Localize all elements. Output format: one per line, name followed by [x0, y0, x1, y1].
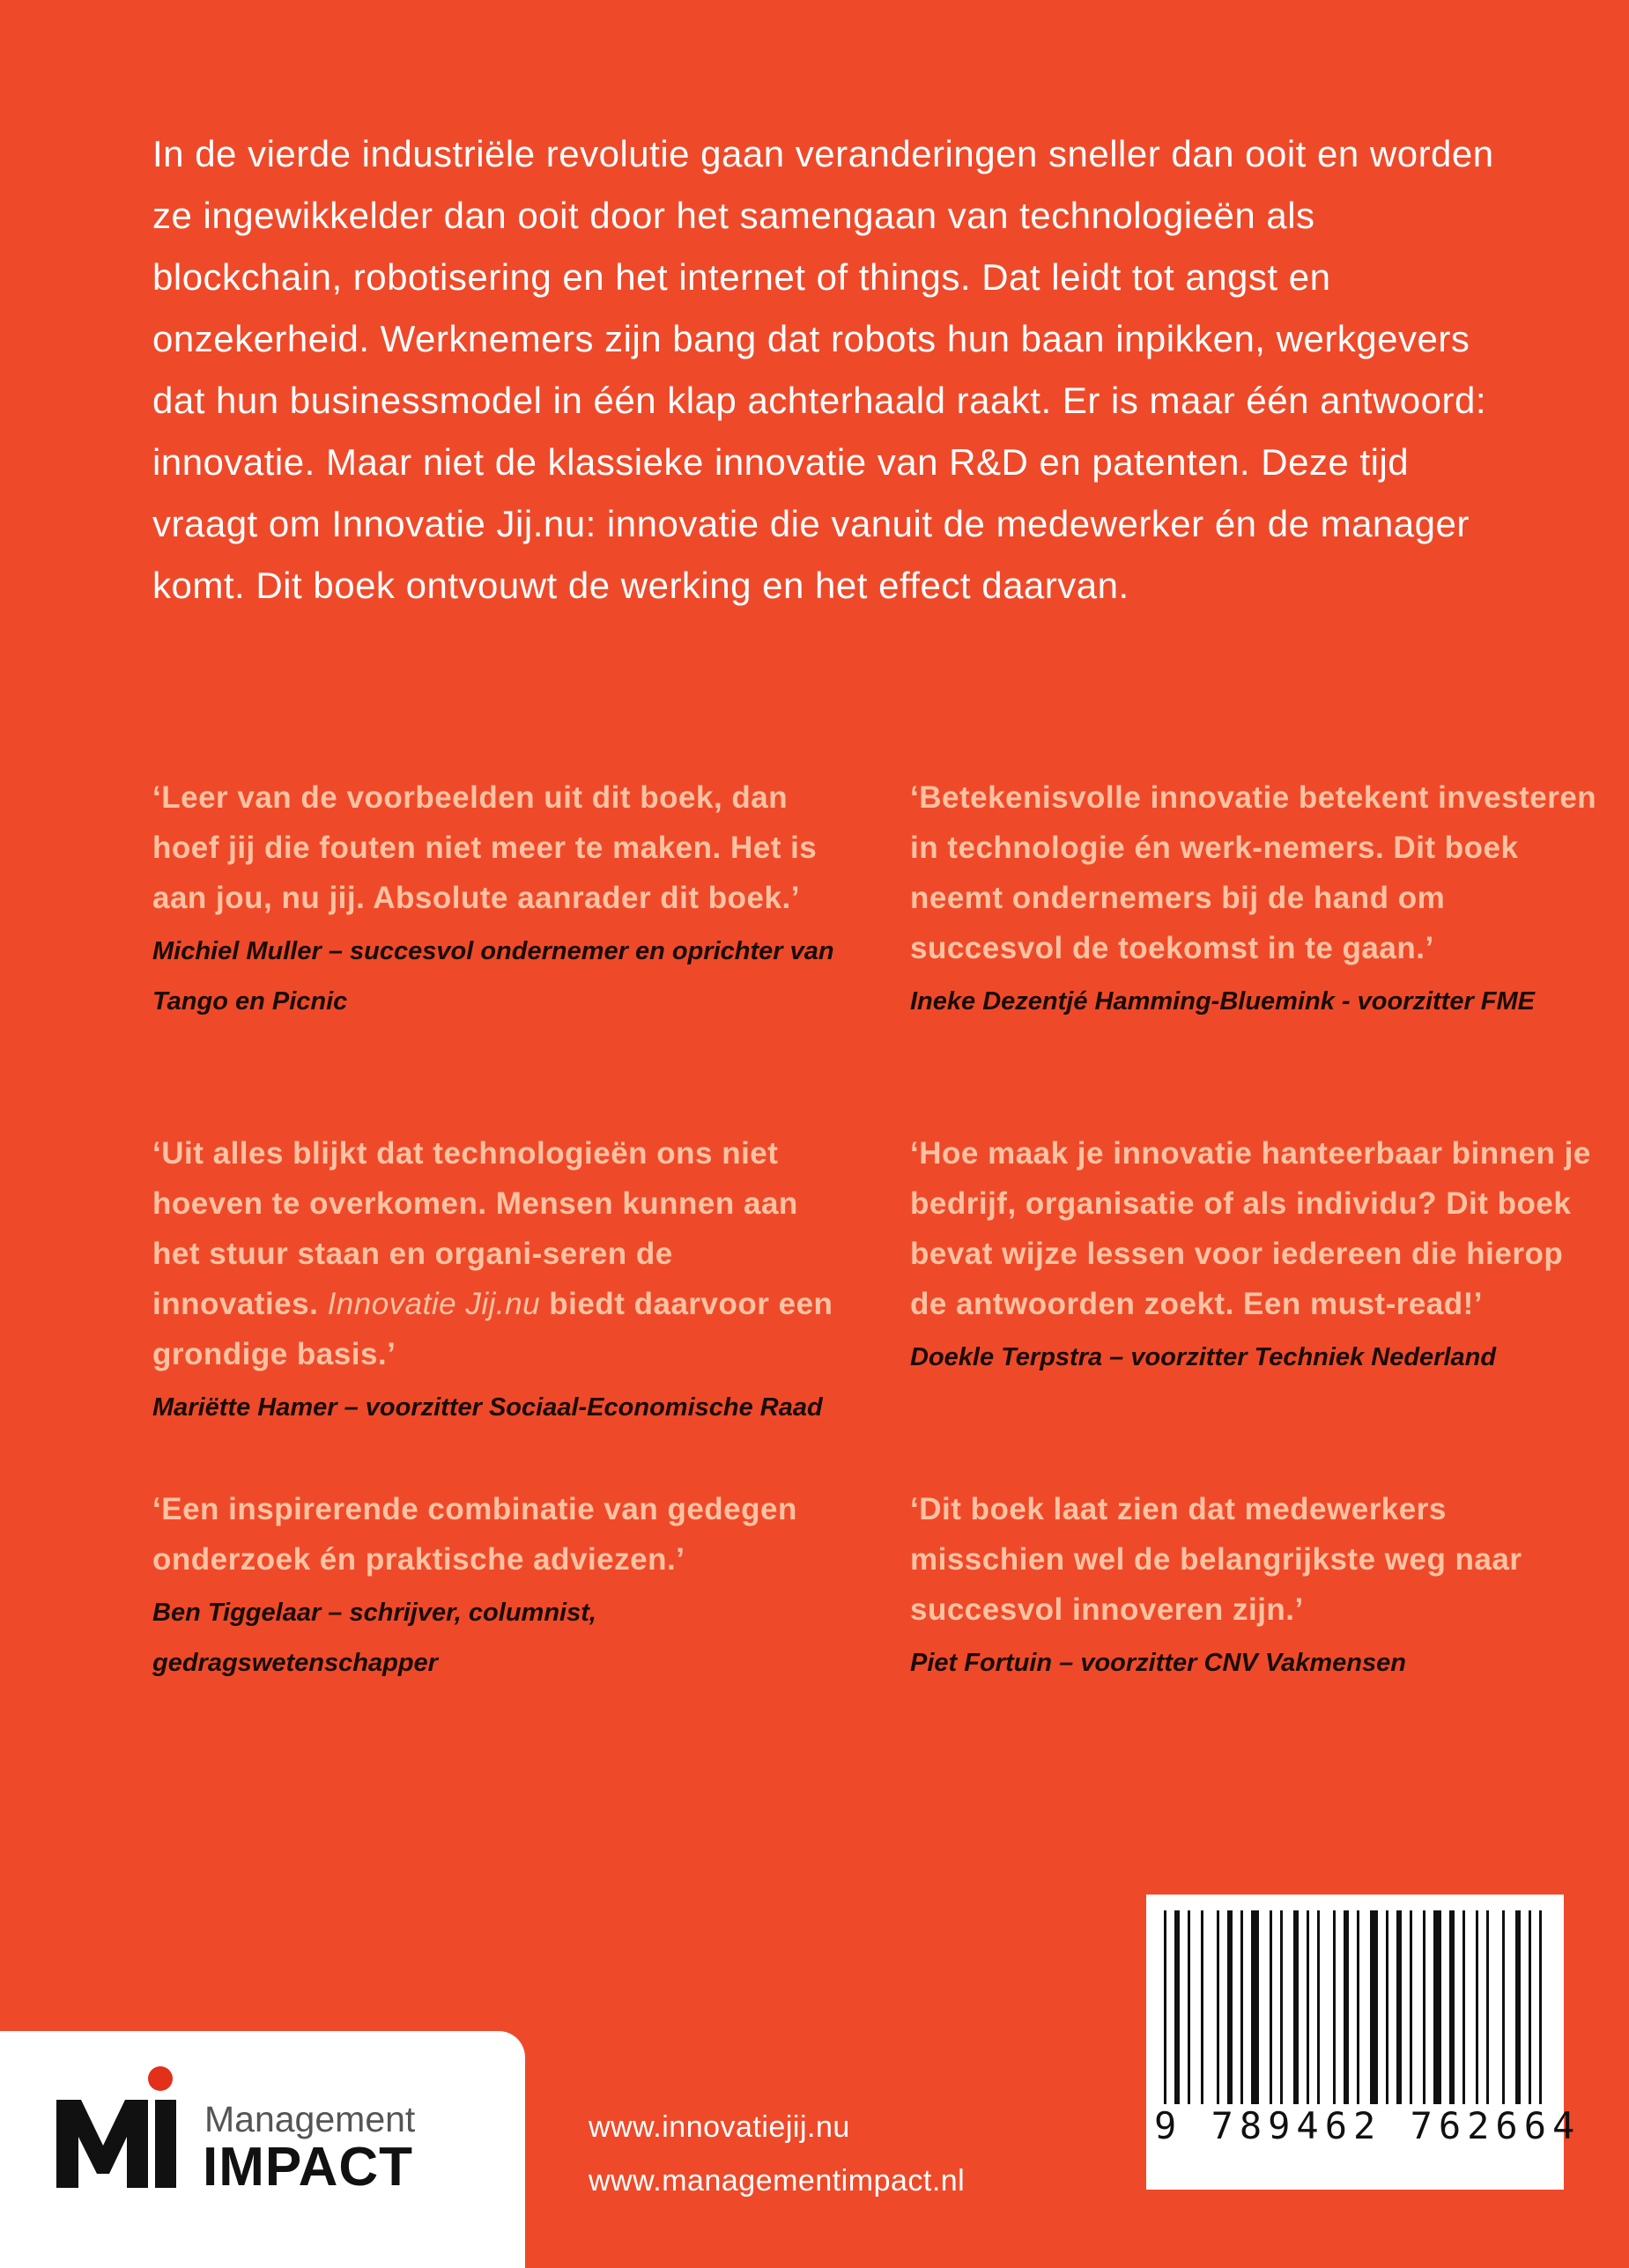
- publisher-name-line1: Management: [204, 2099, 416, 2139]
- barcode-bar: [1476, 1910, 1478, 2104]
- quote-attribution: Doekle Terpstra – voorzitter Techniek Nederland: [910, 1343, 1497, 1371]
- quote-text: ‘Hoe maak je innovatie hanteerbaar binnen je bedrijf, organisatie of als individu? Dit boek bevat wijze lessen voor iedereen die hierop de antwoorden zoekt. Een must-read!’: [910, 1136, 1591, 1321]
- barcode-bar: [1386, 1910, 1388, 2104]
- logo-m-shape: [56, 2100, 148, 2188]
- back-cover-blurb: In de vierde industriële revolutie gaan veranderingen sneller dan ooit en worden ze ingewikkelder dan ooit door het samengaan van technologieën als blockchain, robotisering en het internet of things. Dat leidt tot angst en onzekerheid. Werknemers zijn bang dat robots hun baan inpikken, werkgevers dat hun businessmodel in één klap achterhaald raakt. Er is maar één antwoord: innovatie. Maar niet de klassieke innovatie van R&D en patenten. Deze tijd vraagt om Innovatie Jij.nu: innovatie die vanuit de medewerker én de manager komt. Dit boek ontvouwt de werking en het effect daarvan.: [152, 133, 1494, 606]
- barcode-bar: [1251, 1910, 1259, 2104]
- barcode-bar: [1410, 1910, 1412, 2104]
- logo-i-shape: [155, 2100, 176, 2188]
- barcode-bar: [1433, 1910, 1441, 2104]
- quote-text: ‘Betekenisvolle innovatie betekent investeren in technologie én werk-nemers. Dit boek neemt ondernemers bij de hand om succesvol de toekomst in te gaan.’: [910, 780, 1597, 965]
- barcode-bar: [1486, 1910, 1489, 2104]
- barcode-bar: [1462, 1910, 1465, 2104]
- barcode-bar: [1449, 1910, 1455, 2104]
- quote-attribution: Ben Tiggelaar – schrijver, columnist, gedragswetenschapper: [152, 1599, 596, 1677]
- quote-text-part: ‘Uit alles blijkt dat technologieën ons niet hoeven te overkomen. Mensen kunnen aan het stuur staan en organi-seren de innovaties.: [152, 1136, 798, 1321]
- barcode-bar: [1270, 1910, 1272, 2104]
- quote-text-part: biedt daarvoor een grondige basis.’: [152, 1287, 833, 1371]
- barcode-bar: [1188, 1910, 1190, 2104]
- barcode-bar: [1227, 1910, 1233, 2104]
- publisher-name-line2: IMPACT: [203, 2137, 414, 2198]
- quote-text: [152, 1128, 840, 1379]
- quote-tiggelaar: [152, 1484, 840, 1688]
- barcode-bar: [1515, 1910, 1521, 2104]
- url-innovatiejij[interactable]: www.innovatiejij.nu: [589, 2110, 850, 2144]
- quote-attribution: Mariëtte Hamer – voorzitter Sociaal-Economische Raad: [152, 1393, 823, 1422]
- quote-fortuin: [910, 1484, 1597, 1688]
- quote-attribution: Michiel Muller – succesvol ondernemer en oprichter van Tango en Picnic: [152, 937, 834, 1016]
- book-title-italic: Innovatie Jij.nu: [327, 1287, 541, 1321]
- barcode-bar: [1370, 1910, 1378, 2104]
- quote-hamer: [152, 1128, 840, 1433]
- url-managementimpact[interactable]: www.managementimpact.nl: [589, 2164, 966, 2198]
- barcode-bar: [1423, 1910, 1425, 2104]
- quote-attribution: Ineke Dezentjé Hamming-Bluemink - voorzitter FME: [910, 987, 1536, 1016]
- barcode-bar: [1240, 1910, 1243, 2104]
- quote-attribution: Piet Fortuin – voorzitter CNV Vakmensen: [910, 1649, 1406, 1677]
- barcode-bar: [1201, 1910, 1203, 2104]
- quote-text: ‘Dit boek laat zien dat medewerkers misschien wel de belangrijkste weg naar succesvol innoveren zijn.’: [910, 1492, 1522, 1627]
- quote-muller: [152, 772, 840, 1027]
- quote-text: ‘Een inspirerende combinatie van gedegen onderzoek én praktische adviezen.’: [152, 1492, 797, 1577]
- barcode-bar: [1307, 1910, 1309, 2104]
- barcode-bar: [1357, 1910, 1359, 2104]
- barcode-bar: [1529, 1910, 1531, 2104]
- barcode-bar: [1396, 1910, 1402, 2104]
- quote-text: ‘Leer van de voorbeelden uit dit boek, dan hoef jij die fouten niet meer te maken. Het is aan jou, nu jij. Absolute aanrader dit boek.’: [152, 780, 818, 915]
- barcode-bar: [1217, 1910, 1219, 2104]
- management-impact-logo-icon: [56, 2066, 206, 2198]
- barcode-bar: [1174, 1910, 1180, 2104]
- quote-terpstra: [910, 1128, 1597, 1383]
- logo-dot: [148, 2066, 173, 2091]
- barcode-bar: [1344, 1910, 1349, 2104]
- isbn-digits: 9 789462 762664: [1154, 2104, 1581, 2147]
- barcode-bar: [1502, 1910, 1505, 2104]
- quote-dezentje: [910, 772, 1597, 1027]
- barcode-bar: [1539, 1910, 1542, 2104]
- barcode-bar: [1280, 1910, 1283, 2104]
- barcode-bar: [1164, 1910, 1166, 2104]
- barcode-bar: [1333, 1910, 1336, 2104]
- barcode-bar: [1317, 1910, 1320, 2104]
- barcode-bar: [1293, 1910, 1299, 2104]
